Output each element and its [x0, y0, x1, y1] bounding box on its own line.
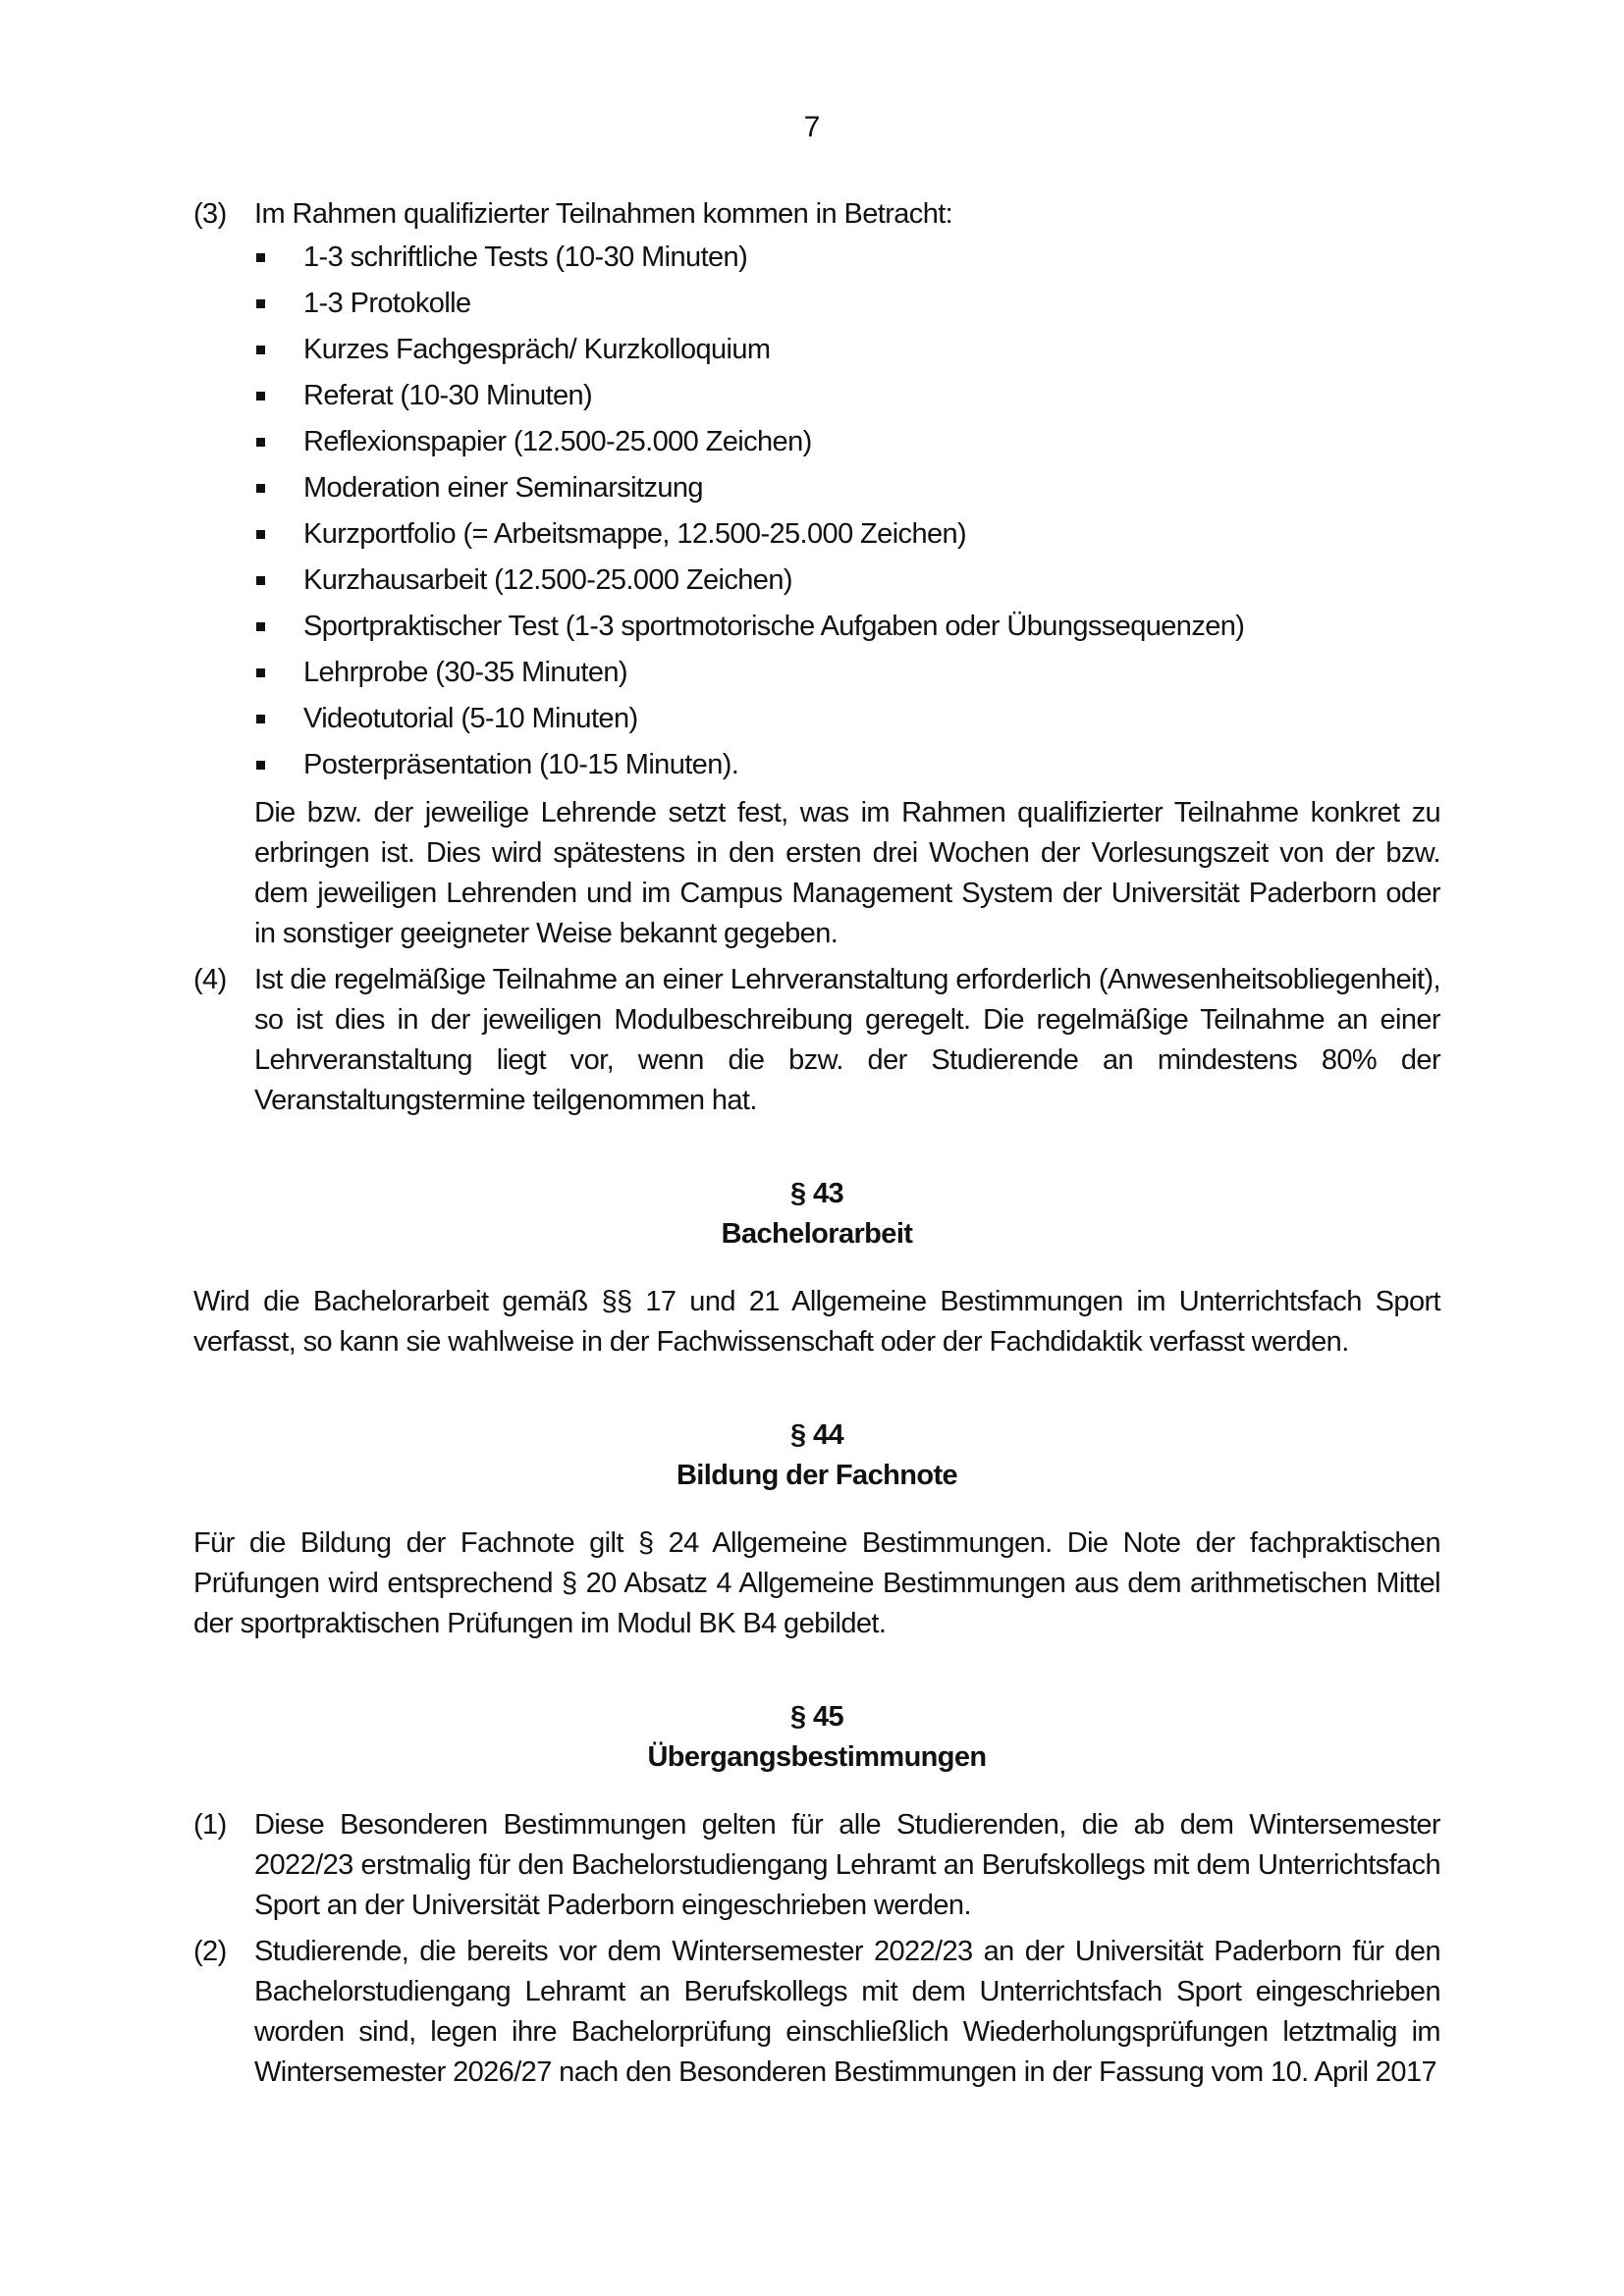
section-title: Bildung der Fachnote — [676, 1460, 958, 1491]
paragraph-closing-text: Die bzw. der jeweilige Lehrende setzt fest, was im Rahmen qualifizierter Teilnahme konkret zu erbringen ist. Dies wird spätestens in den ersten drei Wochen der Vorlesungszeit von der bzw. dem jeweiligen Lehrenden und im Campus Management System der Universität Paderborn oder in sonstiger geeigneter Weise bekannt gegeben. — [254, 797, 1440, 949]
section-heading-43 — [193, 1174, 1440, 1255]
paragraph-number: (2) — [193, 1936, 227, 1967]
list-item: Videotutorial (5-10 Minuten) — [254, 696, 1440, 742]
square-bullet-icon — [256, 392, 265, 400]
list-item: 1-3 Protokolle — [254, 281, 1440, 327]
section-title: Bachelorarbeit — [721, 1218, 913, 1250]
square-bullet-icon — [256, 668, 265, 677]
square-bullet-icon — [256, 622, 265, 631]
paragraph-intro: Im Rahmen qualifizierter Teilnahmen kommen in Betracht: — [254, 198, 953, 230]
square-bullet-icon — [256, 438, 265, 447]
list-item: 1-3 schriftliche Tests (10-30 Minuten) — [254, 235, 1440, 281]
list-item: Referat (10-30 Minuten) — [254, 373, 1440, 419]
paragraph-body: Ist die regelmäßige Teilnahme an einer Lehrveranstaltung erforderlich (Anwesenheitsobliegenheit), so ist dies in der jeweiligen Modulbeschreibung geregelt. Die regelmäßige Teilnahme an einer Lehrveranstaltung liegt vor, wenn die bzw. der Studierende an mindestens 80% der Veranstaltungstermine teilgenommen hat. — [254, 964, 1440, 1116]
paragraph-number: (3) — [193, 198, 227, 230]
qualified-participation-list — [254, 235, 1440, 788]
square-bullet-icon — [256, 299, 265, 308]
paragraph-45-2 — [193, 1932, 1440, 2093]
paragraph-4 — [193, 960, 1440, 1121]
square-bullet-icon — [256, 253, 265, 262]
paragraph-body — [254, 194, 1440, 954]
square-bullet-icon — [256, 576, 265, 585]
section-number: § 45 — [789, 1701, 844, 1733]
section-heading-45 — [193, 1697, 1440, 1778]
list-item: Lehrprobe (30-35 Minuten) — [254, 650, 1440, 696]
page-number: 7 — [803, 111, 821, 143]
section-heading-44 — [193, 1415, 1440, 1496]
list-item: Reflexionspapier (12.500-25.000 Zeichen) — [254, 419, 1440, 465]
section-title: Übergangsbestimmungen — [647, 1741, 987, 1773]
square-bullet-icon — [256, 715, 265, 723]
section-43-text: Wird die Bachelorarbeit gemäß §§ 17 und 21 Allgemeine Bestimmungen im Unterrichtsfach Sport verfasst, so kann sie wahlweise in der Fachwissenschaft oder der Fachdidaktik verfasst werden. — [193, 1286, 1440, 1358]
section-number: § 43 — [789, 1178, 844, 1209]
page-content — [193, 194, 1440, 2093]
paragraph-3 — [193, 194, 1440, 954]
paragraph-45-1 — [193, 1805, 1440, 1926]
list-item: Sportpraktischer Test (1-3 sportmotorische Aufgaben oder Übungssequenzen) — [254, 604, 1440, 650]
square-bullet-icon — [256, 484, 265, 493]
list-item: Posterpräsentation (10-15 Minuten). — [254, 742, 1440, 788]
list-item: Kurzportfolio (= Arbeitsmappe, 12.500-25.000 Zeichen) — [254, 511, 1440, 558]
section-number: § 44 — [789, 1419, 844, 1451]
paragraph-body: Studierende, die bereits vor dem Wintersemester 2022/23 an der Universität Paderborn für den Bachelorstudiengang Lehramt an Berufskollegs mit dem Unterrichtsfach Sport eingeschrieben worden sind, legen ihre Bachelorprüfung einschließlich Wiederholungsprüfungen letztmalig im Wintersemester 2026/27 nach den Besonderen Bestimmungen in der Fassung vom 10. April 2017 — [254, 1936, 1440, 2088]
list-item: Kurzhausarbeit (12.500-25.000 Zeichen) — [254, 558, 1440, 604]
paragraph-body: Diese Besonderen Bestimmungen gelten für alle Studierenden, die ab dem Wintersemester 2022/23 erstmalig für den Bachelorstudiengang Lehramt an Berufskollegs mit dem Unterrichtsfach Sport an der Universität Paderborn eingeschrieben werden. — [254, 1809, 1440, 1921]
paragraph-number: (4) — [193, 964, 227, 995]
square-bullet-icon — [256, 530, 265, 539]
list-item: Moderation einer Seminarsitzung — [254, 465, 1440, 511]
list-item: Kurzes Fachgespräch/ Kurzkolloquium — [254, 327, 1440, 373]
section-44-text: Für die Bildung der Fachnote gilt § 24 Allgemeine Bestimmungen. Die Note der fachpraktischen Prüfungen wird entsprechend § 20 Absatz 4 Allgemeine Bestimmungen aus dem arithmetischen Mittel der sportpraktischen Prüfungen im Modul BK B4 gebildet. — [193, 1527, 1440, 1639]
square-bullet-icon — [256, 346, 265, 354]
paragraph-number: (1) — [193, 1809, 227, 1841]
square-bullet-icon — [256, 761, 265, 770]
